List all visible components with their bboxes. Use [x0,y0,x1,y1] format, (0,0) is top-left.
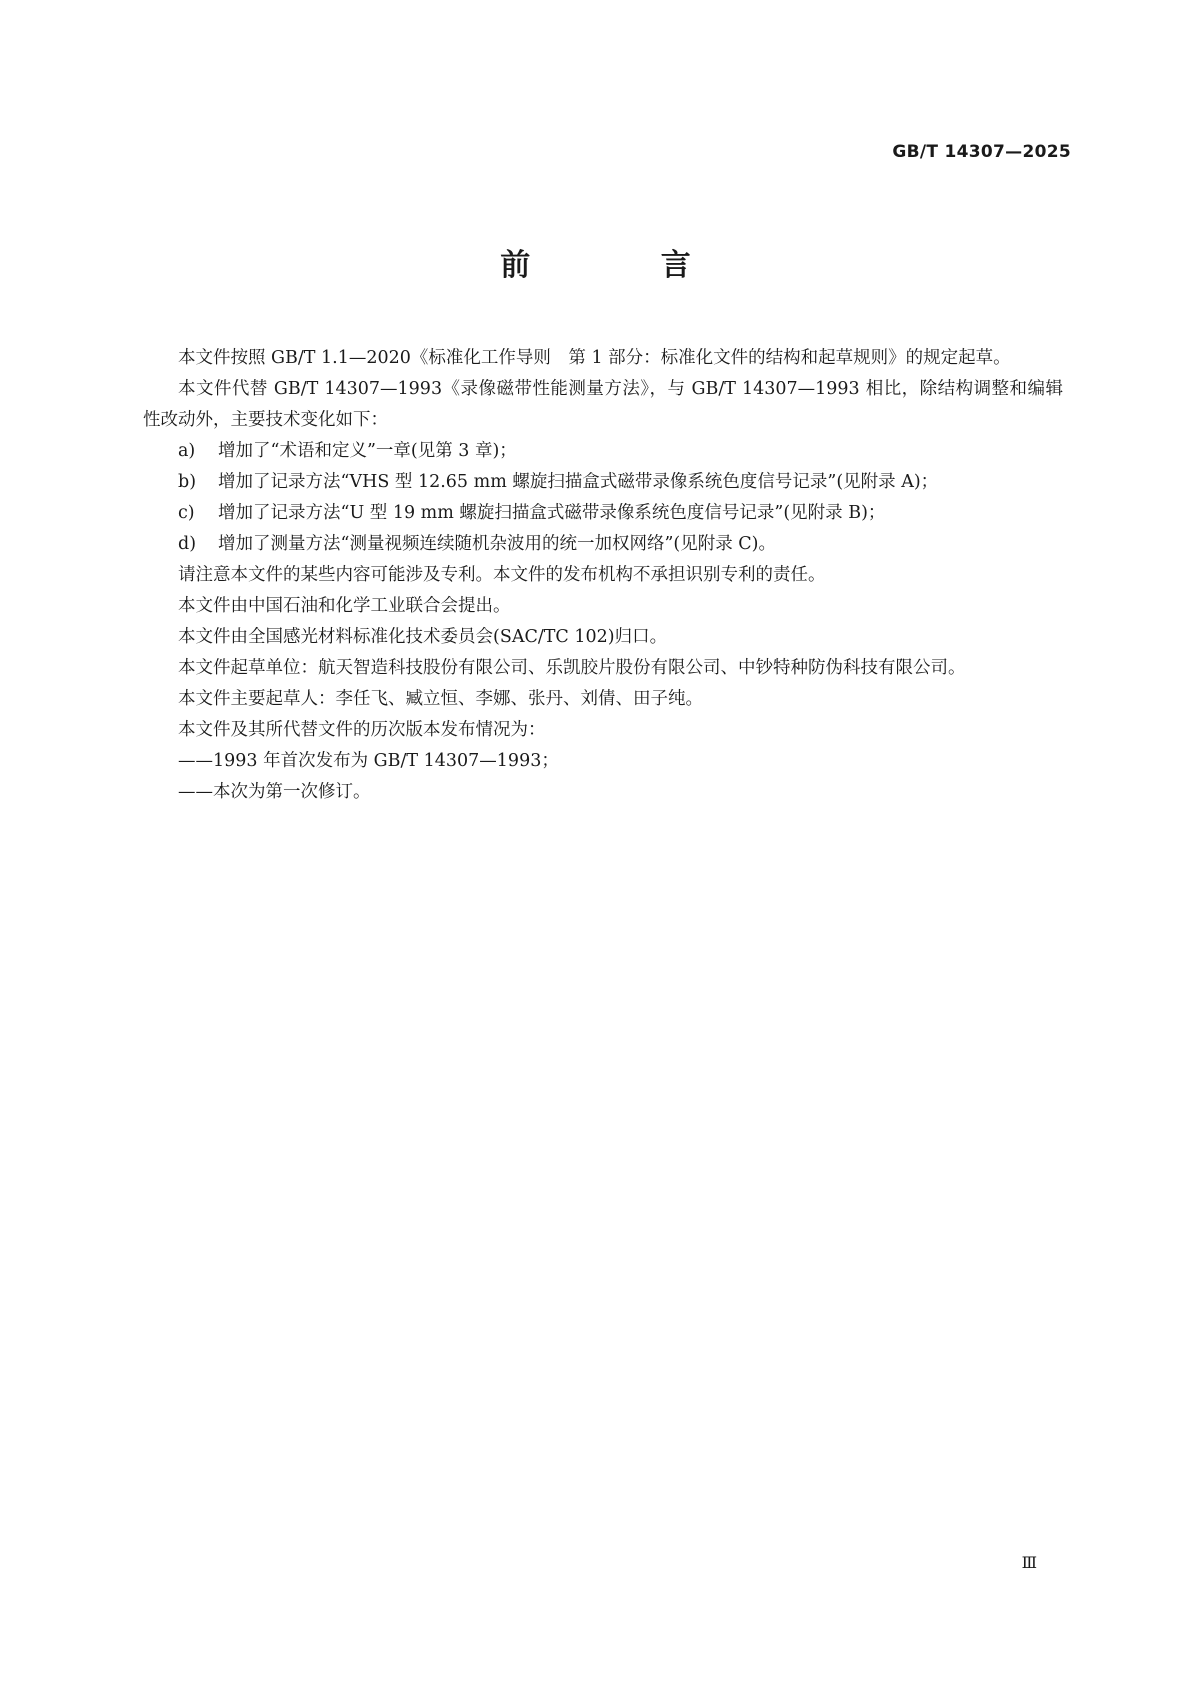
list-item-label: c) [178,503,195,523]
page-title: 前 言 [500,248,751,283]
list-item-text: 增加了记录方法“U 型 19 mm 螺旋扫描盒式磁带录像系统色度信号记录”(见附录 B)； [218,503,886,523]
paragraph-replacement: 本文件代替 GB/T 14307—1993《录像磁带性能测量方法》，与 GB/T 14307—1993 相比，除结构调整和编辑性改动外，主要技术变化如下： [143,379,1063,430]
paragraph-history-intro: 本文件及其所代替文件的历次版本发布情况为： [178,720,546,740]
list-item-label: b) [178,472,197,492]
list-item-label: d) [178,534,197,554]
history-item: ——1993 年首次发布为 GB/T 14307—1993； [178,751,559,771]
list-item [143,436,1063,467]
paragraph-drafters: 本文件主要起草人：李任飞、臧立恒、李娜、张丹、刘倩、田子纯。 [178,689,703,709]
paragraph-committee: 本文件由全国感光材料标准化技术委员会(SAC/TC 102)归口。 [178,627,668,647]
list-item-text: 增加了记录方法“VHS 型 12.65 mm 螺旋扫描盒式磁带录像系统色度信号记录”(见附录 A)； [218,472,939,492]
list-item-text: 增加了“术语和定义”一章(见第 3 章)； [218,441,517,461]
page-number: Ⅲ [1021,1553,1037,1572]
history-item: ——本次为第一次修订。 [178,782,371,802]
paragraph-drafting-units: 本文件起草单位：航天智造科技股份有限公司、乐凯胶片股份有限公司、中钞特种防伪科技有限公司。 [178,658,966,678]
standard-code: GB/T 14307—2025 [892,142,1071,162]
list-item-label: a) [178,441,196,461]
paragraph-patent-notice: 请注意本文件的某些内容可能涉及专利。本文件的发布机构不承担识别专利的责任。 [178,565,826,585]
list-item-text: 增加了测量方法“测量视频连续随机杂波用的统一加权网络”(见附录 C)。 [218,534,776,554]
paragraph-proposer: 本文件由中国石油和化学工业联合会提出。 [178,596,511,616]
paragraph-drafting-rules: 本文件按照 GB/T 1.1—2020《标准化工作导则 第 1 部分：标准化文件的结构和起草规则》的规定起草。 [178,348,1011,368]
document-body [143,343,1063,808]
list-item [143,498,1063,529]
list-item [143,467,1063,498]
list-item [143,529,1063,560]
